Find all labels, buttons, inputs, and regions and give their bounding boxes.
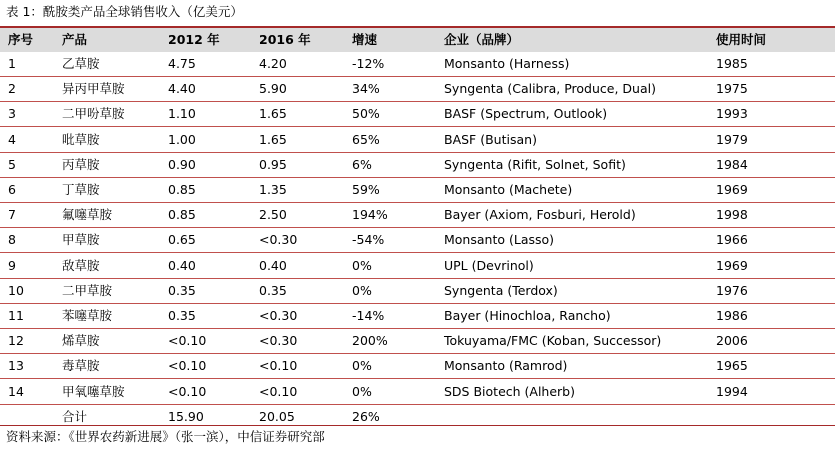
cell-index: 12 [8,333,24,349]
table-caption: 表 1：酰胺类产品全球销售收入（亿美元） [6,4,243,19]
cell-company: Monsanto (Ramrod) [444,358,568,374]
cell-2012: 15.90 [168,408,204,424]
cell-growth: 6% [352,156,372,172]
cell-2016: 0.35 [259,282,287,298]
cell-company: Bayer (Hinochloa, Rancho) [444,308,611,323]
cell-company: Tokuyama/FMC (Koban, Successor) [444,333,662,349]
cell-product: 毒草胺 [62,358,100,374]
cell-product: 异丙甲草胺 [62,81,125,97]
cell-year: 1965 [716,358,748,374]
cell-2012: 0.85 [168,207,196,223]
cell-2012: <0.10 [168,383,207,399]
cell-2012: 4.40 [168,81,196,97]
cell-index: 9 [8,257,16,273]
cell-2012: 0.65 [168,232,196,248]
cell-growth: -12% [352,56,385,71]
cell-product: 二甲吩草胺 [62,106,125,122]
cell-2012: 4.75 [168,56,196,71]
cell-product: 烯草胺 [62,333,100,349]
cell-index: 1 [8,56,16,71]
header-product: 产品 [62,32,88,47]
table-row [0,254,835,279]
cell-2012: 1.00 [168,131,196,147]
cell-2016: 0.40 [259,257,287,273]
cell-2016: <0.10 [259,358,298,374]
header-2016: 2016 年 [259,32,311,47]
cell-2012: <0.10 [168,358,207,374]
source-note: 资料来源：《世界农药新进展》（张一滨），中信证券研究部 [6,429,325,444]
cell-index: 3 [8,106,16,122]
cell-growth: 59% [352,182,380,197]
table-row [0,153,835,178]
cell-year: 1993 [716,106,748,122]
cell-year: 1979 [716,131,748,147]
table-row [0,405,835,430]
cell-growth: 0% [352,282,372,298]
cell-growth: 26% [352,408,380,424]
cell-index: 2 [8,81,16,97]
table-row [0,203,835,228]
cell-growth: 65% [352,131,380,147]
cell-company: Syngenta (Terdox) [444,282,558,298]
table-header [0,28,835,52]
cell-2016: 2.50 [259,207,287,223]
cell-year: 2006 [716,333,748,349]
header-2012: 2012 年 [168,32,220,47]
cell-growth: -14% [352,308,385,323]
cell-growth: 200% [352,333,388,349]
cell-product: 苯噻草胺 [62,308,113,323]
cell-2016: 1.65 [259,106,287,122]
cell-index: 8 [8,232,16,248]
header-growth: 增速 [352,32,378,47]
cell-2012: 1.10 [168,106,196,122]
cell-2012: 0.40 [168,257,196,273]
table-row [0,52,835,77]
table-row [0,228,835,253]
cell-year: 1984 [716,156,748,172]
cell-product: 乙草胺 [62,56,100,71]
cell-2016: <0.30 [259,232,298,248]
header-company: 企业（品牌） [444,32,520,47]
cell-year: 1985 [716,56,748,71]
cell-index: 5 [8,156,16,172]
cell-company: Syngenta (Calibra, Produce, Dual) [444,81,656,97]
cell-2016: 20.05 [259,408,295,424]
cell-year: 1976 [716,282,748,298]
cell-index: 13 [8,358,24,374]
cell-company: Monsanto (Harness) [444,56,570,71]
cell-company: Monsanto (Machete) [444,182,573,197]
table-row [0,279,835,304]
cell-product: 二甲草胺 [62,282,113,298]
cell-product: 敌草胺 [62,257,100,273]
cell-2012: 0.85 [168,182,196,197]
header-year-introduced: 使用时间 [716,32,767,47]
cell-2012: 0.35 [168,282,196,298]
table-row [0,102,835,127]
cell-company: UPL (Devrinol) [444,257,534,273]
cell-product: 丙草胺 [62,156,100,172]
cell-company: Monsanto (Lasso) [444,232,555,248]
table-row [0,178,835,203]
cell-index: 4 [8,131,16,147]
table-row [0,77,835,102]
cell-company: SDS Biotech (Alherb) [444,383,575,399]
header-index: 序号 [8,32,34,47]
cell-index: 7 [8,207,16,223]
cell-year: 1969 [716,182,748,197]
table-row [0,380,835,405]
cell-year: 1998 [716,207,748,223]
cell-year: 1986 [716,308,748,323]
cell-2016: <0.10 [259,383,298,399]
table-row [0,329,835,354]
cell-index: 6 [8,182,16,197]
cell-index: 14 [8,383,24,399]
cell-growth: 0% [352,383,372,399]
table-row [0,354,835,379]
cell-growth: 34% [352,81,380,97]
cell-growth: -54% [352,232,385,248]
cell-2012: 0.35 [168,308,196,323]
cell-2016: 1.65 [259,131,287,147]
cell-2016: 4.20 [259,56,287,71]
cell-year: 1969 [716,257,748,273]
bottom-rule [0,425,835,426]
cell-company: BASF (Spectrum, Outlook) [444,106,608,122]
cell-product: 氟噻草胺 [62,207,113,223]
cell-company: BASF (Butisan) [444,131,537,147]
cell-2016: 1.35 [259,182,287,197]
cell-index: 11 [8,308,24,323]
cell-growth: 50% [352,106,380,122]
cell-company: Syngenta (Rifit, Solnet, Sofit) [444,156,626,172]
cell-company: Bayer (Axiom, Fosburi, Herold) [444,207,636,223]
cell-2016: 5.90 [259,81,287,97]
cell-2016: <0.30 [259,333,298,349]
cell-product: 合计 [62,408,88,424]
cell-year: 1975 [716,81,748,97]
cell-2012: 0.90 [168,156,196,172]
cell-growth: 0% [352,358,372,374]
cell-growth: 194% [352,207,388,223]
cell-2016: 0.95 [259,156,287,172]
cell-index: 10 [8,282,24,298]
cell-year: 1966 [716,232,748,248]
table-row [0,304,835,329]
cell-product: 甲草胺 [62,232,100,248]
cell-product: 吡草胺 [62,131,100,147]
cell-2012: <0.10 [168,333,207,349]
cell-product: 甲氧噻草胺 [62,383,125,399]
cell-2016: <0.30 [259,308,298,323]
table-row [0,128,835,153]
cell-product: 丁草胺 [62,182,100,197]
cell-growth: 0% [352,257,372,273]
cell-year: 1994 [716,383,748,399]
